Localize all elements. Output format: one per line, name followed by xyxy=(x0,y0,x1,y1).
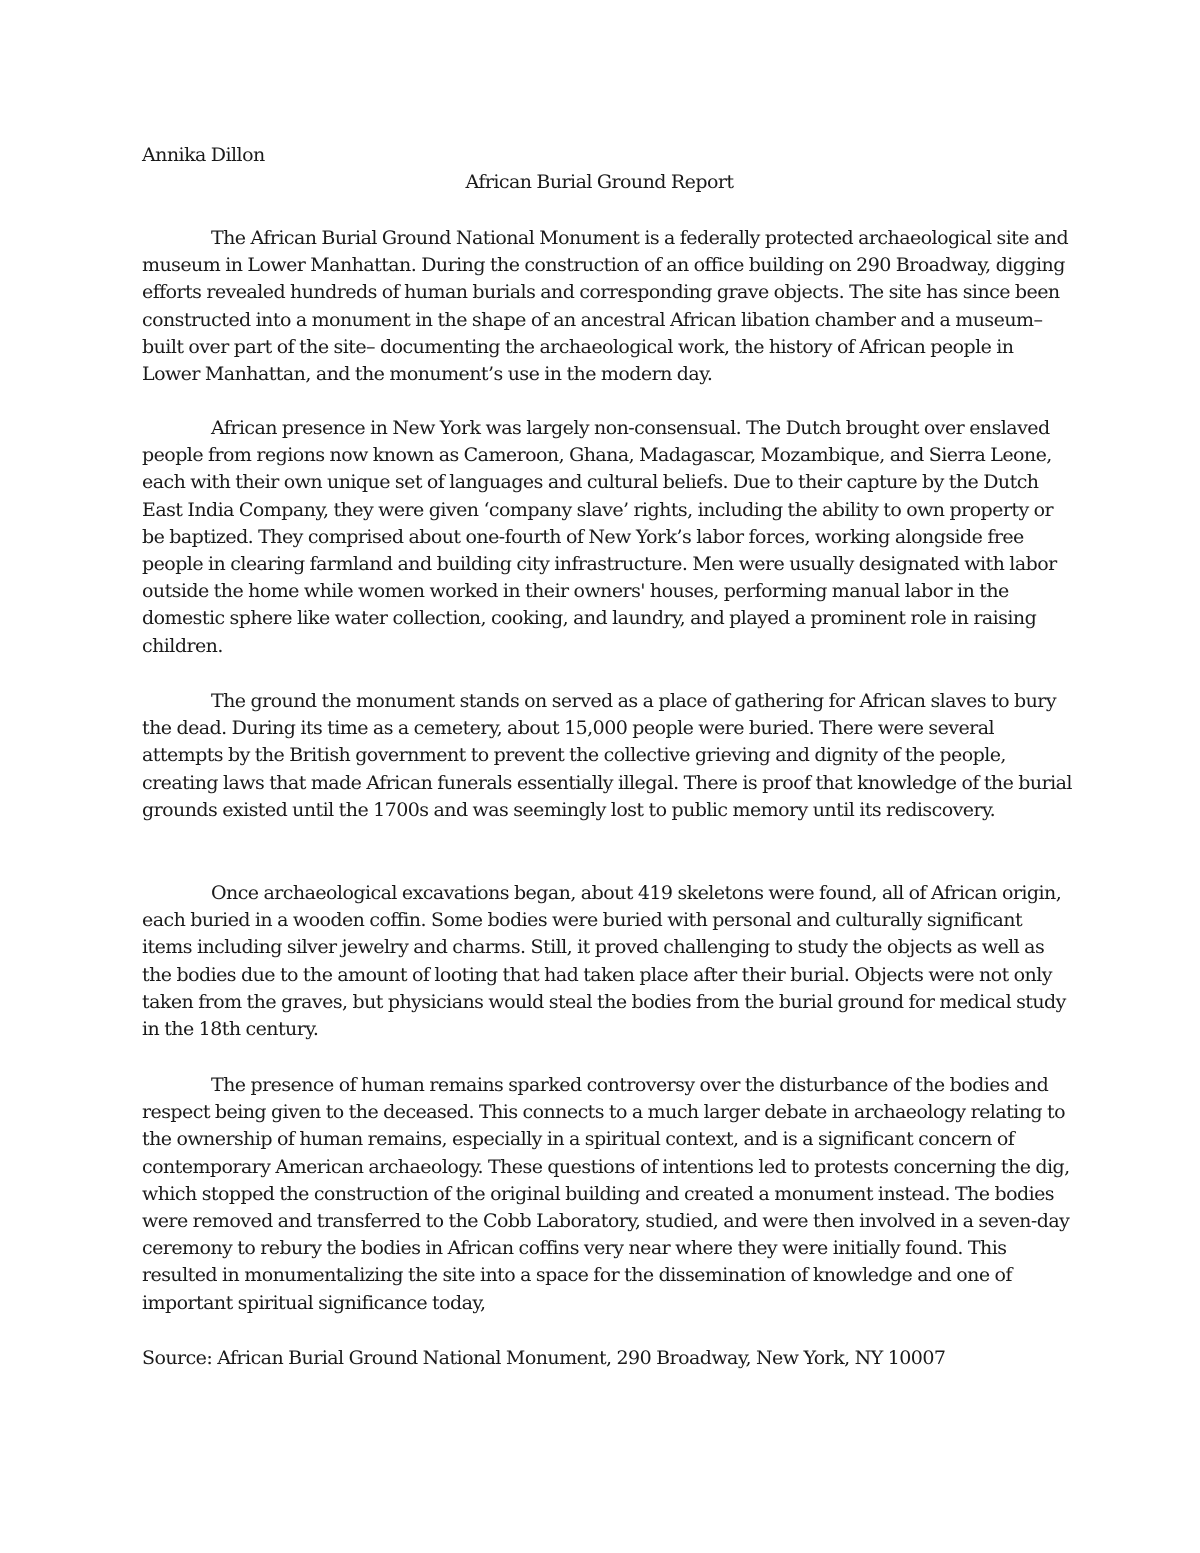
paragraph-4: Once archaeological excavations began, about 419 skeletons were found, all of African origin, each buried in a wooden coffin. Some bodies were buried with personal and culturally significant items including silver jewelry and charms. Still, it proved challenging to study the objects as well as the bodies due to the amount of looting that had taken place after their burial. Objects were not only taken from the graves, but physicians would steal the bodies from the burial ground for medical study in the 18th century. xyxy=(142,882,1066,1041)
source-citation: Source: African Burial Ground National Monument, 290 Broadway, New York, NY 10007 xyxy=(142,1347,946,1369)
paragraph-1: The African Burial Ground National Monument is a federally protected archaeological site and museum in Lower Manhattan. During the construction of an office building on 290 Broadway, digging efforts revealed hundreds of human burials and corresponding grave objects. The site has since been constructed into a monument in the shape of an ancestral African libation chamber and a museum–built over part of the site– documenting the archaeological work, the history of African people in Lower Manhattan, and the monument’s use in the modern day. xyxy=(142,227,1069,386)
paragraph-5: The presence of human remains sparked controversy over the disturbance of the bodies and respect being given to the deceased. This connects to a much larger debate in archaeology relating to the ownership of human remains, especially in a spiritual context, and is a significant concern of contemporary American archaeology. These questions of intentions led to protests concerning the dig, which stopped the construction of the original building and created a monument instead. The bodies were removed and transferred to the Cobb Laboratory, studied, and were then involved in a seven-day ceremony to rebury the bodies in African coffins very near where they were initially found. This resulted in monumentalizing the site into a space for the dissemination of knowledge and one of important spiritual significance today, xyxy=(142,1074,1070,1314)
paragraph-3: The ground the monument stands on served as a place of gathering for African slaves to bury the dead. During its time as a cemetery, about 15,000 people were buried. There were several attempts by the British government to prevent the collective grieving and dignity of the people, creating laws that made African funerals essentially illegal. There is proof that knowledge of the burial grounds existed until the 1700s and was seemingly lost to public memory until its rediscovery. xyxy=(142,690,1072,821)
author-name: Annika Dillon xyxy=(142,144,265,166)
report-title: African Burial Ground Report xyxy=(465,171,734,193)
paragraph-2: African presence in New York was largely non-consensual. The Dutch brought over enslaved people from regions now known as Cameroon, Ghana, Madagascar, Mozambique, and Sierra Leone, each with their own unique set of languages and cultural beliefs. Due to their capture by the Dutch East India Company, they were given ‘company slave’ rights, including the ability to own property or be baptized. They comprised about one-fourth of New York’s labor forces, working alongside free people in clearing farmland and building city infrastructure. Men were usually designated with labor outside the home while women worked in their owners' houses, performing manual labor in the domestic sphere like water collection, cooking, and laundry, and played a prominent role in raising children. xyxy=(142,417,1057,657)
